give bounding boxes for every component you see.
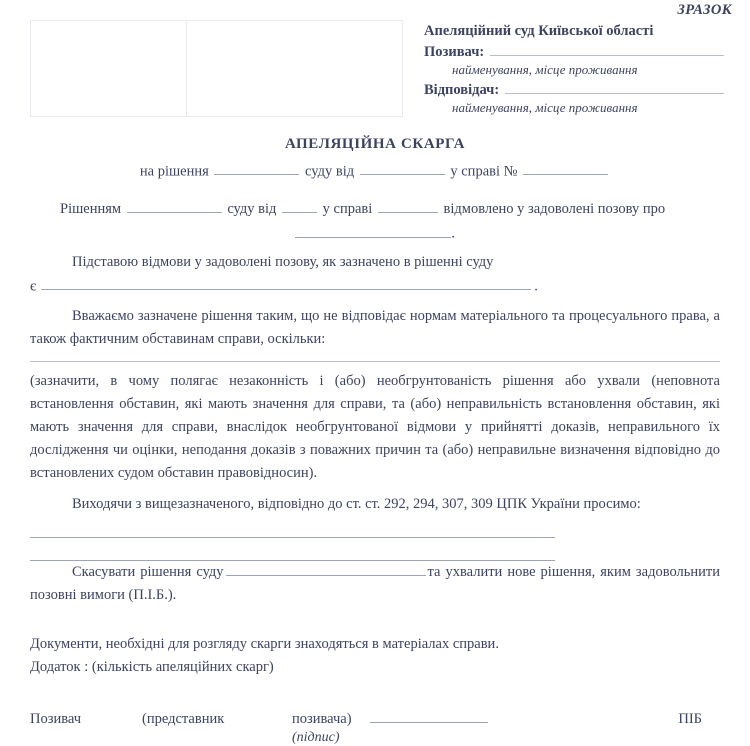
document-subtitle — [0, 161, 750, 180]
subtitle-blank-3[interactable] — [523, 161, 608, 175]
spacer — [30, 297, 720, 305]
spacer — [30, 243, 720, 251]
subtitle-part-a: на рішення — [139, 163, 209, 180]
paragraph-grounds: Підставою відмови у задоволені позову, як зазначено в рішенні суду — [72, 253, 494, 270]
addressee-block — [424, 22, 724, 117]
signature-fill-line[interactable] — [370, 709, 488, 723]
paragraph-request-intro: Виходячи з вищезазначеного, відповідно до ст. ст. 292, 294, 307, 309 ЦПК України просимо: — [72, 495, 641, 512]
paragraph-documents: Документи, необхідні для розгляду скарги знаходяться в матеріалах справи. — [30, 636, 499, 653]
paragraph-instructions: (зазначити, в чому полягає незаконність і (або) необгрунтованість рішення або ухвали (неповнота встановлення обставин, які мають значення для справи, та (або) неправильність встановлення обставин, які мають значення для справи, внаслідок необгрунтованої відмови у прийнятті доказів, неправильного їх дослідження чи оцінки, неподання доказів з поважних причин та (або) неправильне визначення відповідно до встановлених судом обставин правовідносин). — [30, 373, 720, 481]
defendant-label: Відповідач: — [424, 81, 500, 98]
spacer — [30, 607, 720, 633]
subtitle-part-c: у справі № — [450, 163, 518, 180]
signature-col-representative: (представник — [142, 711, 225, 728]
plaintiff-label: Позивач: — [424, 43, 485, 60]
signature-caption: (підпис) — [292, 730, 340, 746]
p6-part-a: Скасувати рішення суду — [72, 564, 224, 581]
signature-pib-label: ПІБ — [678, 711, 702, 728]
p1-blank-date[interactable] — [282, 199, 317, 213]
paragraph-request — [30, 561, 720, 607]
paragraph-decision — [30, 198, 720, 221]
signature-row — [30, 709, 720, 728]
document-header — [0, 0, 750, 125]
sample-stamp: ЗРАЗОК — [677, 2, 732, 18]
defendant-fill-line[interactable] — [505, 79, 724, 94]
plaintiff-fill-line[interactable] — [490, 41, 724, 56]
p1-part-c: у справі — [322, 201, 373, 218]
p1-blank-case[interactable] — [378, 199, 438, 213]
signature-col-plaintiff: Позивач — [30, 711, 82, 728]
defendant-hint: найменування, місце проживання — [452, 99, 638, 115]
spacer — [0, 180, 750, 198]
subtitle-blank-2[interactable] — [360, 161, 445, 175]
request-blank-line-1[interactable] — [30, 537, 555, 538]
p1-period: . — [451, 225, 455, 242]
frame-cell-right — [187, 21, 403, 117]
p1-blank-court[interactable] — [127, 199, 222, 213]
paragraph-grounds-fill — [30, 276, 720, 297]
signature-col-of-plaintiff: позивача) — [292, 711, 352, 728]
subtitle-blank-1[interactable] — [214, 161, 299, 175]
header-frame-table — [30, 20, 403, 117]
paragraph-attachment: Додаток : (кількість апеляційних скарг) — [30, 659, 274, 676]
p6-blank-court[interactable] — [226, 562, 426, 576]
p2-period: . — [534, 278, 538, 295]
paragraph-decision-continuation — [30, 223, 720, 243]
plaintiff-hint: найменування, місце проживання — [452, 62, 638, 78]
spacer — [30, 485, 720, 493]
p2-blank-grounds[interactable] — [41, 276, 531, 290]
subtitle-part-b: суду від — [305, 163, 355, 180]
p6-part-b: та ухвалити нове рішення, яким задовольнити позовні вимоги (П.І.Б.). — [30, 564, 720, 604]
p1-part-b: суду від — [227, 201, 277, 218]
plaintiff-row — [424, 41, 724, 62]
p1-part-a: Рішенням — [60, 201, 122, 218]
document-title: АПЕЛЯЦІЙНА СКАРГА — [284, 136, 465, 152]
p1-part-d: відмовлено у задоволені позову про — [443, 201, 666, 218]
frame-cell-left — [31, 21, 187, 117]
p1-blank-subject[interactable] — [295, 223, 451, 237]
document-body — [0, 198, 750, 746]
court-name: Апеляційний суд Київської області — [424, 23, 654, 39]
p2-lead: є — [30, 278, 37, 295]
paragraph-disagreement: Вважаємо зазначене рішення таким, що не відповідає нормам матеріального та процесуального права, а також фактичним обставинам справи, оскільки: — [30, 308, 720, 348]
section-divider — [30, 361, 720, 362]
defendant-row — [424, 79, 724, 100]
